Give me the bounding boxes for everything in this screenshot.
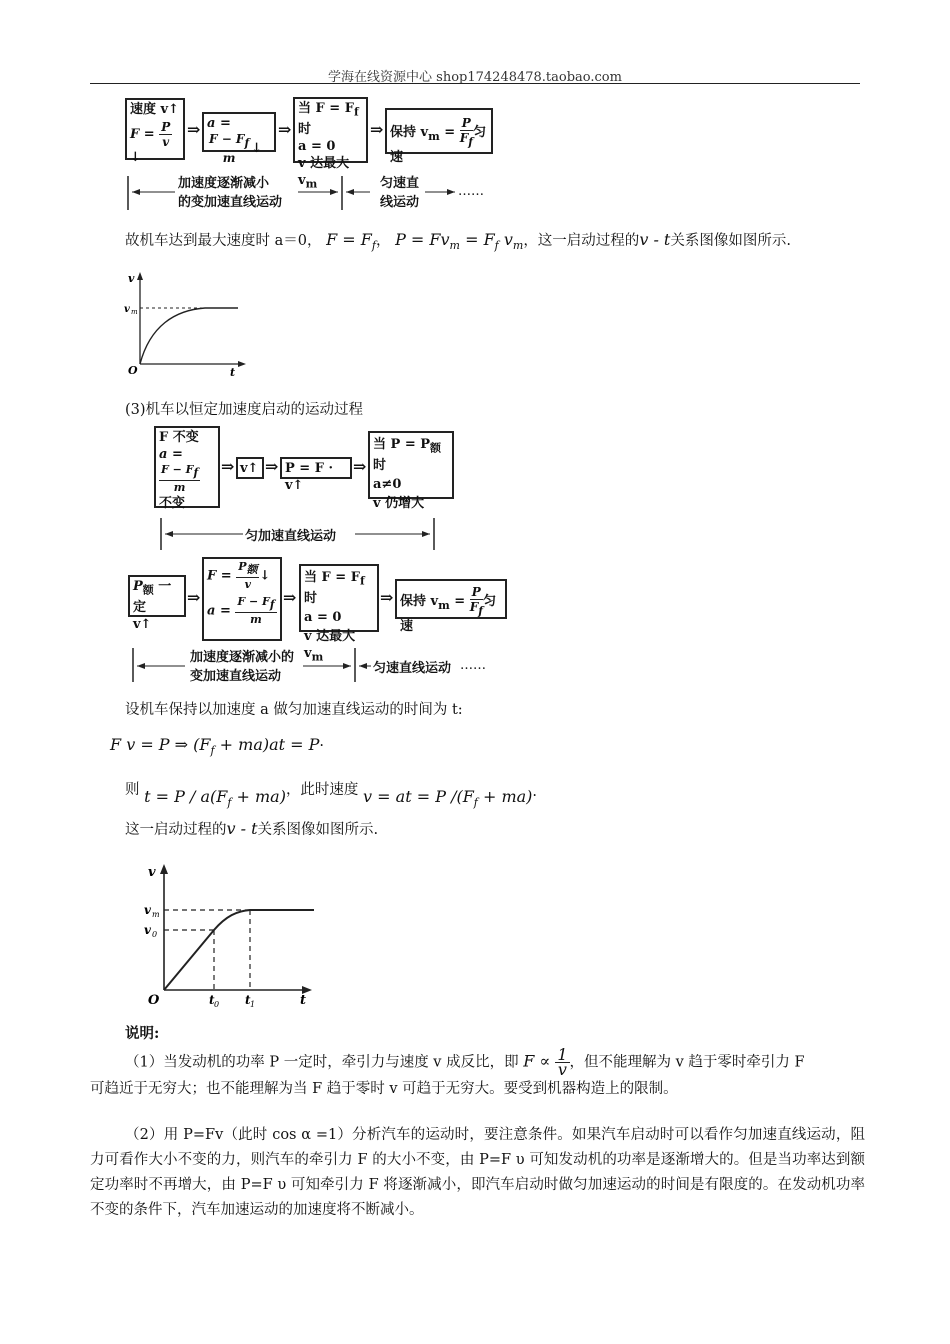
d3-box2-den2: m bbox=[250, 613, 262, 627]
implies-arrow-icon: ⇒ bbox=[380, 588, 394, 607]
eqB-mid: ，此时速度 bbox=[285, 782, 359, 798]
d3-box1-end: 一定 bbox=[133, 579, 172, 615]
g1-v-label: v bbox=[128, 272, 135, 285]
g2-t1-label: t bbox=[245, 993, 251, 1007]
t1-eq2: P = Fv bbox=[395, 230, 450, 249]
eqC-1: v = at = P /(F bbox=[363, 787, 474, 806]
d1-box1-line1: 速度 v↑ bbox=[130, 102, 179, 117]
g2-v0-label: v bbox=[144, 923, 151, 937]
eqA-2: + ma)at = P bbox=[214, 735, 320, 754]
d3-box3-l1: 当 F = F bbox=[304, 570, 360, 585]
t1-eq1sub: f bbox=[371, 238, 376, 252]
note1-b: ，但不能理解为 v 趋于零时牵引力 F bbox=[569, 1054, 805, 1071]
d3-box4-num: P bbox=[470, 585, 483, 600]
d1-box2-arrow: ↓ bbox=[251, 141, 263, 157]
d3-seg1-label bbox=[190, 648, 294, 686]
d1-box3-l2: a = 0 bbox=[298, 138, 336, 154]
eqA-1: F v = P ⇒ (F bbox=[110, 735, 211, 754]
d3-box3-l1sub: f bbox=[359, 574, 365, 588]
eqA-end: · bbox=[319, 738, 325, 754]
g1-vm-label: v bbox=[124, 304, 130, 315]
d2-box4-l1end: 时 bbox=[373, 457, 387, 473]
note1-den: v bbox=[557, 1060, 567, 1079]
t1-eq2b: = F bbox=[459, 230, 495, 249]
d1-box2-a: a = bbox=[207, 116, 231, 131]
d3-box2-a: F = bbox=[207, 568, 237, 584]
d3-dots: …… bbox=[460, 658, 486, 673]
d3-box4-eq: = bbox=[449, 594, 470, 610]
d3-box2-num2: F − F bbox=[237, 595, 270, 609]
d1-box3-l3: v 达最大 v bbox=[298, 155, 350, 188]
d2-box1-l3: 不变 bbox=[159, 496, 186, 512]
d1-box1-f: F = bbox=[130, 127, 160, 142]
d1-box4-num: P bbox=[460, 116, 473, 131]
t1-eq2sub: m bbox=[449, 238, 460, 252]
d1-box-keep bbox=[385, 108, 493, 166]
g2-v0-sub: 0 bbox=[152, 930, 158, 939]
d1-seg2-l1: 匀速直 bbox=[380, 176, 420, 191]
d1-seg1-label bbox=[178, 174, 282, 212]
t1-a: 故机车达到最大速度时 a＝0， bbox=[125, 233, 322, 249]
t1-c: 关系图像如图所示. bbox=[670, 233, 791, 249]
d3-box4-a: 保持 v bbox=[400, 594, 439, 610]
d2-box-power: P = F · v↑ bbox=[280, 457, 352, 479]
notes-paragraph-2: （2）用 P=Fv（此时 cos α =1）分析汽车的运动时，要注意条件。如果汽车启动时可以看作匀加速直线运动，阻力可看作大小不变的力，则汽车的牵引力 F 的大小不变，由 P=F υ 可知发动机的功率是逐渐增大的。但是当功率达到额定功率时不再增大，由 P=F υ 可知牵引力 F 将逐渐减小，即汽车启动时做匀加速运动的时间是有限度的。在发动机功率不变的条件下，汽车加速运动的加速度将不断减小。 bbox=[90, 1127, 865, 1218]
d3-box4-sub: m bbox=[438, 598, 450, 612]
d1-box2-den: m bbox=[222, 151, 236, 166]
eqC-sub: f bbox=[473, 795, 478, 809]
vt-graph-2 bbox=[142, 858, 322, 1010]
d1-box4-a: 保持 v bbox=[390, 125, 429, 141]
eqB-ze: 则 bbox=[125, 782, 140, 798]
d3-box2-numsub: 额 bbox=[246, 563, 258, 577]
t1-vt: v - t bbox=[639, 230, 671, 249]
d3-box1-l2: v↑ bbox=[133, 616, 152, 632]
d3-box2-num: P bbox=[238, 560, 247, 573]
d1-box3-l1: 当 F = F bbox=[298, 101, 354, 116]
g2-v-label: v bbox=[148, 865, 156, 880]
d1-box4-densub: f bbox=[468, 135, 473, 149]
d1-box1-arrow: ↓ bbox=[130, 150, 141, 165]
note1-num: 1 bbox=[557, 1045, 568, 1064]
t1-eq1: F = F bbox=[326, 230, 372, 249]
notes-title: 说明: bbox=[125, 1025, 160, 1042]
d2-box1-num: F − F bbox=[161, 463, 194, 476]
d3-seg1-l2: 变加速直线运动 bbox=[190, 669, 282, 684]
g2-vm-label: v bbox=[144, 903, 151, 917]
g1-vm-sub: m bbox=[131, 308, 138, 316]
d1-box4-sub: m bbox=[428, 129, 440, 143]
d1-box4-eq: = bbox=[439, 125, 460, 141]
text-line-t: 设机车保持以加速度 a 做匀加速直线运动的时间为 t: bbox=[125, 702, 463, 718]
implies-arrow-icon: ⇒ bbox=[187, 120, 201, 139]
d1-box4-b: 匀速 bbox=[390, 125, 486, 166]
d2-box4-l1: 当 P = P bbox=[373, 437, 431, 452]
d1-box1-num: P bbox=[161, 120, 171, 134]
d3-box4-b: 匀速 bbox=[400, 594, 496, 635]
t1-eq2csub: m bbox=[512, 238, 524, 252]
equation-a bbox=[110, 734, 324, 762]
d3-box-condition bbox=[299, 564, 379, 664]
d1-seg2-label bbox=[380, 174, 419, 212]
eqC-end: · bbox=[532, 788, 538, 804]
d3-box4-den: F bbox=[469, 600, 479, 614]
implies-arrow-icon: ⇒ bbox=[370, 120, 384, 139]
d1-box2-sub: f bbox=[244, 136, 250, 150]
implies-arrow-icon: ⇒ bbox=[187, 588, 201, 607]
d1-box1-den: v bbox=[162, 135, 170, 149]
d2-seg-label: 匀加速直线运动 bbox=[245, 529, 337, 544]
t1-b: ，这一启动过程的 bbox=[523, 233, 640, 249]
d1-box3-l1sub: f bbox=[353, 105, 359, 119]
note1-eq: F ∝ bbox=[523, 1051, 556, 1071]
implies-arrow-icon: ⇒ bbox=[265, 457, 279, 476]
d2-box4-l2: a≠0 bbox=[373, 476, 402, 492]
text-line-vt bbox=[125, 818, 378, 841]
d2-box-force bbox=[154, 426, 220, 512]
implies-arrow-icon: ⇒ bbox=[353, 457, 367, 476]
equation-b-line bbox=[125, 778, 538, 809]
d3-box-force bbox=[202, 557, 282, 641]
eqB-2: + ma) bbox=[231, 787, 286, 806]
implies-arrow-icon: ⇒ bbox=[221, 457, 235, 476]
t1-eq2bsub: f bbox=[494, 238, 499, 252]
d3-seg2-label: 匀速直线运动 bbox=[373, 661, 452, 676]
note1-a: （1）当发动机的功率 P 一定时，牵引力与速度 v 成反比，即 bbox=[125, 1054, 519, 1071]
d3-box3-l2: a = 0 bbox=[304, 609, 342, 625]
t2-line3a: 这一启动过程的 bbox=[125, 822, 227, 838]
d3-box3-l1end: 时 bbox=[304, 590, 318, 606]
d1-box3-l1end: 时 bbox=[298, 121, 312, 137]
d1-dots: …… bbox=[458, 184, 484, 199]
d2-box4-l3: v 仍增大 bbox=[373, 495, 425, 511]
d3-box2-b: a = bbox=[207, 603, 236, 619]
d3-box-power bbox=[128, 575, 186, 632]
d2-box4-l1sub: 额 bbox=[430, 441, 442, 455]
g2-t0-sub: 0 bbox=[214, 1000, 220, 1009]
text-line-1 bbox=[125, 229, 791, 257]
t1-eq2c: v bbox=[498, 230, 513, 249]
g2-t-label: t bbox=[300, 993, 307, 1008]
d3-box1-psub: 额 bbox=[142, 583, 154, 597]
d1-segment-lines bbox=[120, 170, 500, 218]
d1-box3-l3sub: m bbox=[305, 177, 318, 191]
d3-seg1-l1: 加速度逐渐减小的 bbox=[190, 650, 295, 665]
implies-arrow-icon: ⇒ bbox=[278, 120, 292, 139]
d2-box-condition bbox=[368, 431, 454, 511]
d3-box1-p: P bbox=[133, 579, 143, 594]
d2-box1-a: a = bbox=[159, 447, 183, 462]
d2-box1-l1: F 不变 bbox=[159, 430, 199, 445]
page-header: 学海在线资源中心 shop174248478.taobao.com bbox=[328, 70, 622, 85]
d1-box4-den: F bbox=[459, 131, 469, 145]
d3-box2-num2sub: f bbox=[269, 598, 275, 612]
d1-seg2-l2: 线运动 bbox=[380, 195, 420, 210]
d2-box-v: v↑ bbox=[236, 457, 264, 479]
vt-graph-1 bbox=[120, 268, 255, 380]
d2-box1-sub: f bbox=[193, 466, 199, 480]
eqB-1: t = P / a(F bbox=[144, 787, 228, 806]
d1-seg1-l1: 加速度逐渐减小 bbox=[178, 176, 270, 191]
eqC-2: + ma) bbox=[477, 787, 533, 806]
d1-box-accel bbox=[202, 112, 276, 166]
d3-box4-densub: f bbox=[478, 604, 483, 618]
d1-box-speed bbox=[125, 98, 185, 165]
d2-box1-den: m bbox=[173, 481, 186, 495]
t2-vt: v - t bbox=[226, 819, 258, 838]
t1-sep: ， bbox=[375, 233, 391, 249]
eqB-sub: f bbox=[227, 795, 232, 809]
g2-t1-sub: 1 bbox=[250, 1000, 256, 1009]
d3-box2-arrow: ↓ bbox=[259, 568, 271, 584]
d3-box2-den: v bbox=[244, 578, 252, 592]
d3-box-keep bbox=[395, 579, 507, 635]
d1-box2-num: F − F bbox=[209, 132, 245, 146]
d3-box3-l3: v 达最大 v bbox=[304, 628, 356, 661]
g2-o-label: O bbox=[148, 993, 160, 1008]
header-divider bbox=[90, 83, 860, 84]
section-3-title: (3)机车以恒定加速度启动的运动过程 bbox=[125, 402, 364, 418]
g1-t-label: t bbox=[230, 366, 236, 379]
d1-seg1-l2: 的变加速直线运动 bbox=[178, 195, 283, 210]
implies-arrow-icon: ⇒ bbox=[283, 588, 297, 607]
d3-box3-l3sub: m bbox=[311, 650, 324, 664]
eqA-sub: f bbox=[210, 743, 215, 757]
g2-t0-label: t bbox=[209, 993, 215, 1007]
notes-paragraph-1 bbox=[90, 1045, 865, 1102]
t2-line3b: 关系图像如图所示. bbox=[257, 822, 379, 838]
g1-o-label: O bbox=[128, 364, 138, 377]
d1-box-condition bbox=[293, 97, 368, 191]
note1-c: 可趋近于无穷大；也不能理解为当 F 趋于零时 v 可趋于无穷大。要受到机器构造上的限制。 bbox=[90, 1081, 678, 1097]
g2-vm-sub: m bbox=[152, 910, 160, 919]
